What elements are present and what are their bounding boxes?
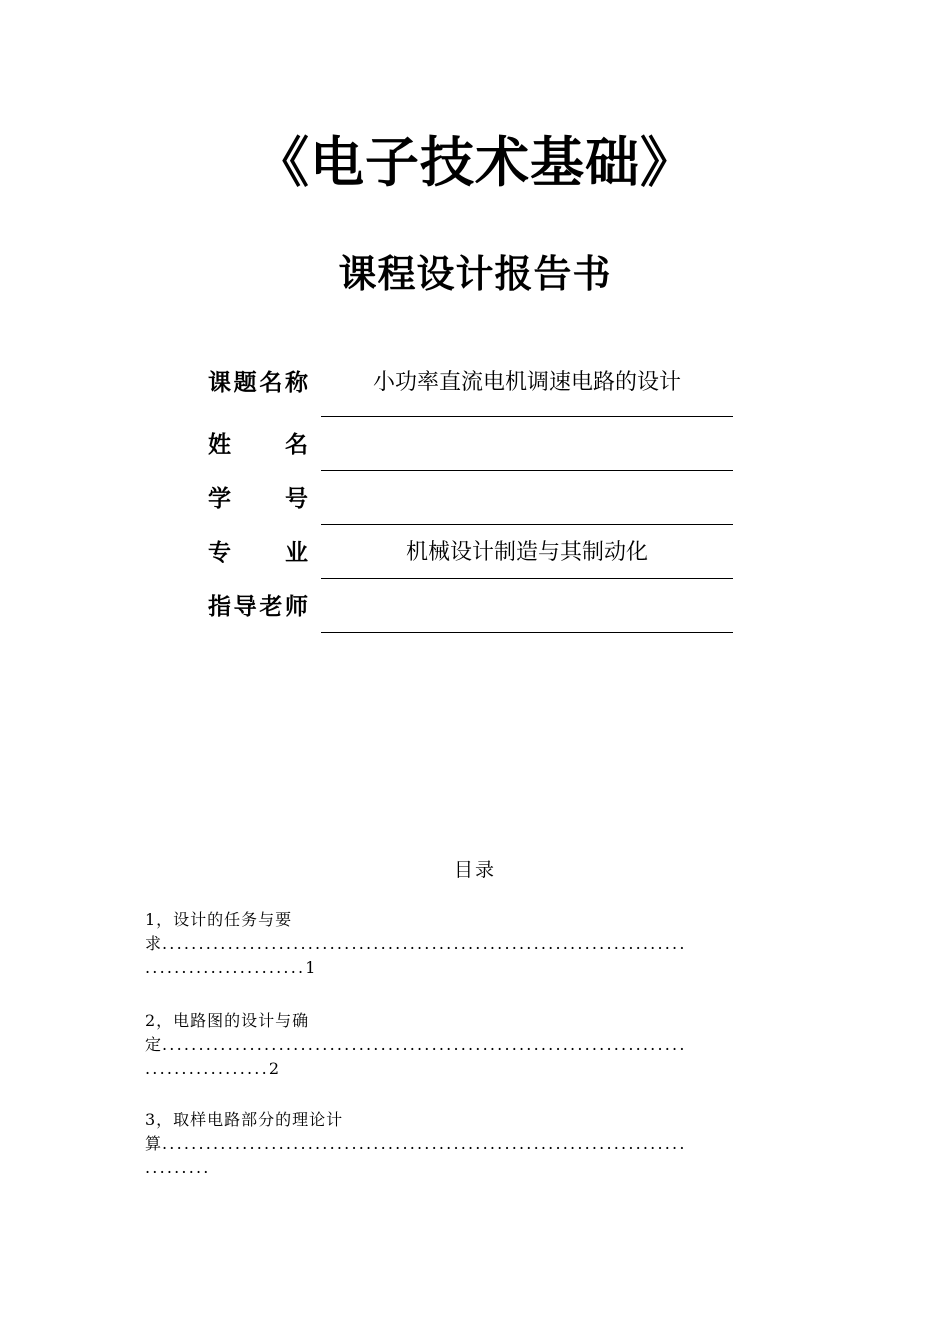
toc-entry-page-line: .................2 (145, 1059, 281, 1078)
document-subtitle: 课程设计报告书 (338, 252, 612, 296)
toc-entry-page-line: ......................1 (145, 958, 317, 977)
field-underline-topic (321, 416, 733, 417)
toc-entry-heading: 3，取样电路部分的理论计 (145, 1110, 344, 1129)
toc-entry-leader: 定........................................................................ (145, 1035, 687, 1054)
toc-entry-leader: 求........................................................................ (145, 934, 687, 953)
field-label-name: 姓 名 (208, 432, 308, 458)
toc-entry[interactable] (145, 908, 805, 980)
field-underline-student-id (321, 524, 733, 525)
field-label-topic: 课 题 名 称 (208, 370, 308, 396)
field-underline-major (321, 578, 733, 579)
toc-title: 目录 (453, 859, 496, 881)
field-value-topic: 小功率直流电机调速电路的设计 (372, 370, 681, 395)
field-row-major (208, 538, 733, 592)
field-row-advisor (208, 592, 733, 646)
field-row-topic (208, 368, 733, 422)
field-underline-advisor (321, 632, 733, 633)
field-label-advisor: 指 导 老 师 (208, 594, 308, 620)
toc-page-number: 2 (268, 1059, 281, 1078)
toc-entry-heading: 1，设计的任务与要 (145, 910, 293, 929)
toc-entry-heading: 2，电路图的设计与确 (145, 1011, 310, 1030)
toc-page-number: 1 (305, 958, 317, 977)
field-underline-name (321, 470, 733, 471)
field-value-major: 机械设计制造与其制动化 (405, 540, 648, 565)
toc-entry-leader: 算........................................................................ (145, 1134, 687, 1153)
field-row-student-id (208, 484, 733, 538)
field-label-major: 专 业 (208, 540, 308, 566)
field-label-student-id: 学 号 (208, 486, 308, 512)
field-row-name (208, 430, 733, 484)
toc-entry[interactable] (145, 1009, 805, 1081)
toc-entry[interactable] (145, 1108, 805, 1180)
toc-entry-page-line: ......... (145, 1158, 211, 1177)
document-title: 《电子技术基础》 (255, 131, 695, 194)
